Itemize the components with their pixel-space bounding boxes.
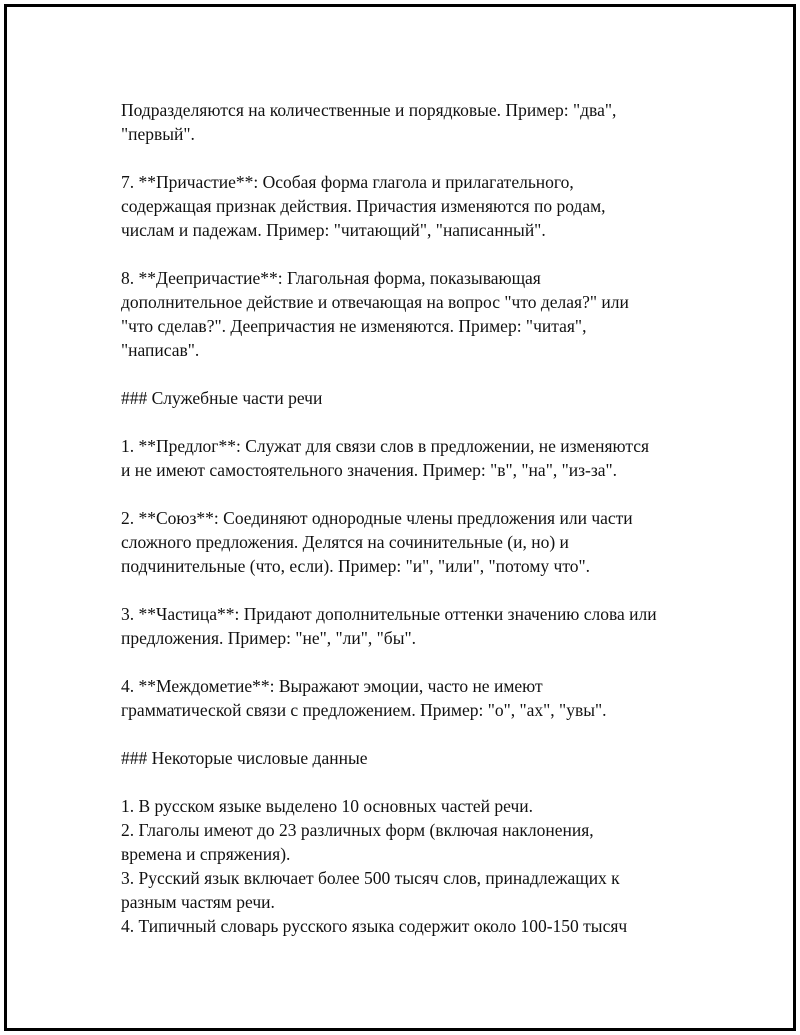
paragraph-participle <box>121 170 691 242</box>
list-item: 4. Типичный словарь русского языка содержит около 100-150 тысяч <box>121 916 628 936</box>
paragraph-preposition <box>121 434 691 482</box>
list-item: 1. В русском языке выделено 10 основных частей речи. <box>121 796 534 816</box>
paragraph-particle <box>121 602 691 650</box>
paragraph-numerals-continuation <box>121 98 691 146</box>
heading-text: ### Служебные части речи <box>121 388 323 408</box>
text-line: 8. **Деепричастие**: Глагольная форма, показывающая <box>121 268 541 288</box>
text-line: "что сделав?". Деепричастия не изменяются. Пример: "читая", <box>121 316 587 336</box>
text-line: грамматической связи с предложением. Пример: "о", "ах", "увы". <box>121 700 607 720</box>
text-line: содержащая признак действия. Причастия изменяются по родам, <box>121 196 606 216</box>
page-frame <box>4 4 796 1031</box>
paragraph-adverbial-participle <box>121 266 691 362</box>
text-line: дополнительное действие и отвечающая на вопрос "что делая?" или <box>121 292 629 312</box>
text-line: "первый". <box>121 124 195 144</box>
heading-text: ### Некоторые числовые данные <box>121 748 368 768</box>
text-line: 1. **Предлог**: Служат для связи слов в предложении, не изменяются <box>121 436 650 456</box>
list-item: 3. Русский язык включает более 500 тысяч слов, принадлежащих к <box>121 868 620 888</box>
text-line: 3. **Частица**: Придают дополнительные оттенки значению слова или <box>121 604 657 624</box>
text-line: числам и падежам. Пример: "читающий", "написанный". <box>121 220 546 240</box>
text-line: 2. **Союз**: Соединяют однородные члены предложения или части <box>121 508 633 528</box>
text-line: и не имеют самостоятельного значения. Пример: "в", "на", "из-за". <box>121 460 618 480</box>
text-line: предложения. Пример: "не", "ли", "бы". <box>121 628 416 648</box>
section-heading-numeric-data <box>121 746 691 770</box>
text-line: 4. **Междометие**: Выражают эмоции, часто не имеют <box>121 676 543 696</box>
list-item: разным частям речи. <box>121 892 275 912</box>
text-line: сложного предложения. Делятся на сочинительные (и, но) и <box>121 532 569 552</box>
paragraph-interjection <box>121 674 691 722</box>
list-item: времена и спряжения). <box>121 844 291 864</box>
text-line: Подразделяются на количественные и порядковые. Пример: "два", <box>121 100 617 120</box>
list-item: 2. Глаголы имеют до 23 различных форм (включая наклонения, <box>121 820 594 840</box>
paragraph-conjunction <box>121 506 691 578</box>
document-body <box>121 98 691 938</box>
text-line: подчинительные (что, если). Пример: "и", "или", "потому что". <box>121 556 591 576</box>
list-numeric-data <box>121 794 691 938</box>
text-line: "написав". <box>121 340 200 360</box>
section-heading-function-words <box>121 386 691 410</box>
text-line: 7. **Причастие**: Особая форма глагола и прилагательного, <box>121 172 574 192</box>
